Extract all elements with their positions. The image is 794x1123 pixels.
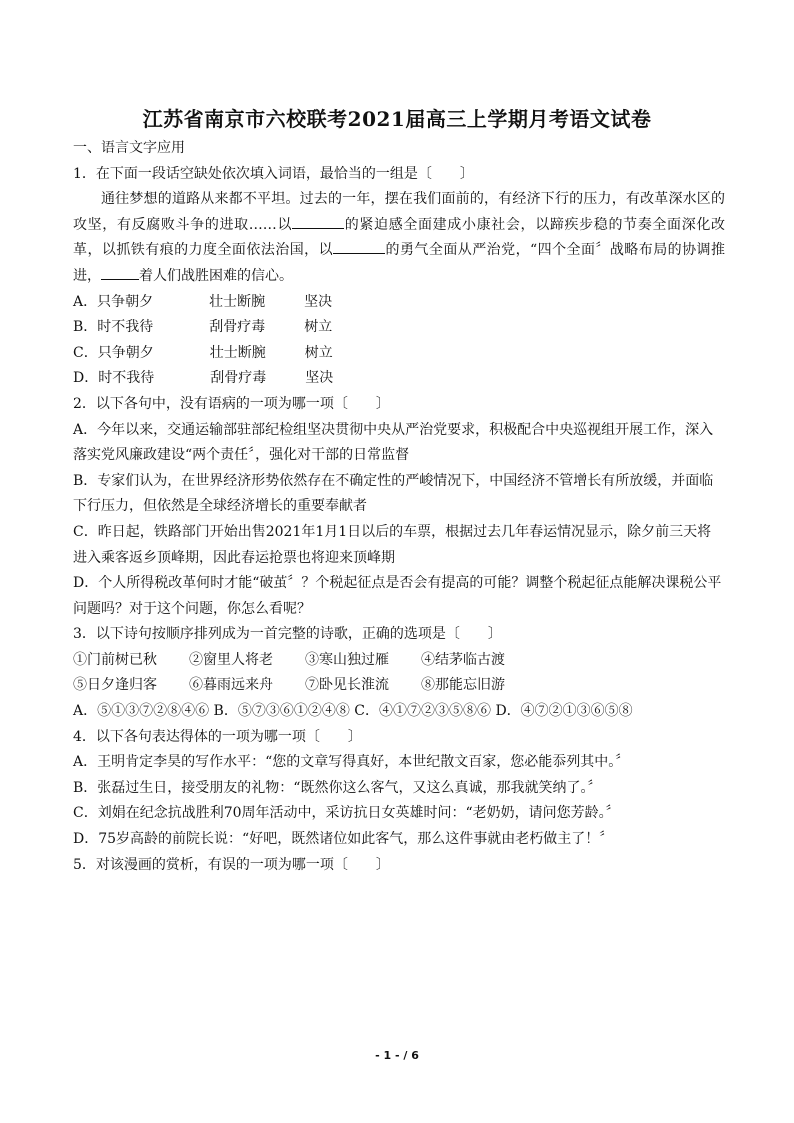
q1-passage-part-1: 通往梦想的道路从来都不平坦。过去的一年，摆在我们面前的，有经济下行的压力，有改革深水区的攻坚，有反腐败斗争的进取……以 bbox=[73, 191, 725, 233]
section-heading: 一、语言文字应用 bbox=[73, 140, 185, 156]
q1-passage-part-4: 着人们战胜困难的信心。 bbox=[139, 267, 293, 284]
q4-option-a: A．王明肯定李昊的写作水平：“您的文章写得真好，本世纪散文百家，您必能忝列其中。〞 bbox=[73, 754, 630, 771]
q3-lines-row-1: ①门前树已秋 ②窗里人将老 ③寒山独过雁 ④结茅临古渡 bbox=[73, 651, 505, 668]
q3-lines-row-2: ⑤日夕逢归客 ⑥暮雨远来舟 ⑦卧见长淮流 ⑧那能忘旧游 bbox=[73, 677, 505, 694]
q2-option-d: D．个人所得税改革何时才能“破茧〞？个税起征点是否会有提高的可能？调整个税起征点能解决课税公平问题吗？对于这个问题，你怎么看呢？ bbox=[73, 575, 722, 617]
q2-option-c: C．昨日起，铁路部门开始出售2021年1月1日以后的车票，根据过去几年春运情况显示，除夕前三天将进入乘客返乡顶峰期，因此春运抢票也将迎来顶峰期 bbox=[73, 523, 712, 566]
q1-option-d: D．时不我待 刮骨疗毒 坚决 bbox=[73, 370, 334, 387]
q1-stem: 1．在下面一段话空缺处依次填入词语，最恰当的一组是〔 〕 bbox=[73, 165, 474, 182]
q2-stem: 2．以下各句中，没有语病的一项为哪一项〔 〕 bbox=[73, 395, 390, 412]
exam-content bbox=[73, 136, 725, 878]
q5-stem: 5．对该漫画的赏析，有误的一项为哪一项〔 〕 bbox=[73, 856, 390, 873]
q1-option-a: A．只争朝夕 壮士断腕 坚决 bbox=[73, 293, 333, 310]
q4-option-d: D．75岁高龄的前院长说：“好吧，既然诸位如此客气，那么这件事就由老朽做主了！〞 bbox=[73, 831, 614, 848]
q4-option-c: C．刘娟在纪念抗战胜利70周年活动中，采访抗日女英雄时问：“老奶奶，请问您芳龄。〞 bbox=[73, 805, 620, 822]
fill-blank-1 bbox=[292, 214, 344, 229]
fill-blank-3 bbox=[101, 265, 139, 280]
q4-stem: 4．以下各句表达得体的一项为哪一项〔 〕 bbox=[73, 728, 362, 745]
q1-option-b: B．时不我待 刮骨疗毒 树立 bbox=[73, 319, 333, 336]
page-number: - 1 - / 6 bbox=[375, 1049, 419, 1062]
fill-blank-2 bbox=[333, 239, 385, 254]
q3-answer-options: A．⑤①③⑦②⑧④⑥ B．⑤⑦③⑥①②④⑧ C．④①⑦②③⑤⑧⑥ D．④⑦②①③⑥⑤⑧ bbox=[73, 703, 633, 720]
exam-title: 江苏省南京市六校联考2021届高三上学期月考语文试卷 bbox=[142, 107, 652, 131]
q1-passage-part-2: 的紧迫感全面建成小康社会，以蹄疾步稳的节奏全面深化改革，以抓铁有痕的力度全面依法治国，以 bbox=[73, 216, 726, 259]
q2-option-b: B．专家们认为，在世界经济形势依然存在不确定性的严峻情况下，中国经济不管增长有所放缓，并面临下行压力，但依然是全球经济增长的重要奉献者 bbox=[73, 472, 714, 515]
q1-option-c: C．只争朝夕 壮士断腕 树立 bbox=[73, 344, 333, 361]
q1-passage bbox=[73, 187, 725, 289]
q4-option-b: B．张磊过生日，接受朋友的礼物：“既然你这么客气，又这么真诚，那我就笑纳了。〞 bbox=[73, 779, 602, 796]
q1-passage-part-3: 的勇气全面从严治党，“四个全面〞战略布局的协调推进， bbox=[73, 242, 726, 284]
q2-option-a: A．今年以来，交通运输部驻部纪检组坚决贯彻中央从严治党要求，积极配合中央巡视组开展工作，深入落实党风廉政建设“两个责任〞，强化对干部的日常监督 bbox=[73, 421, 714, 464]
q3-stem: 3．以下诗句按顺序排列成为一首完整的诗歌，正确的选项是〔 〕 bbox=[73, 626, 502, 643]
